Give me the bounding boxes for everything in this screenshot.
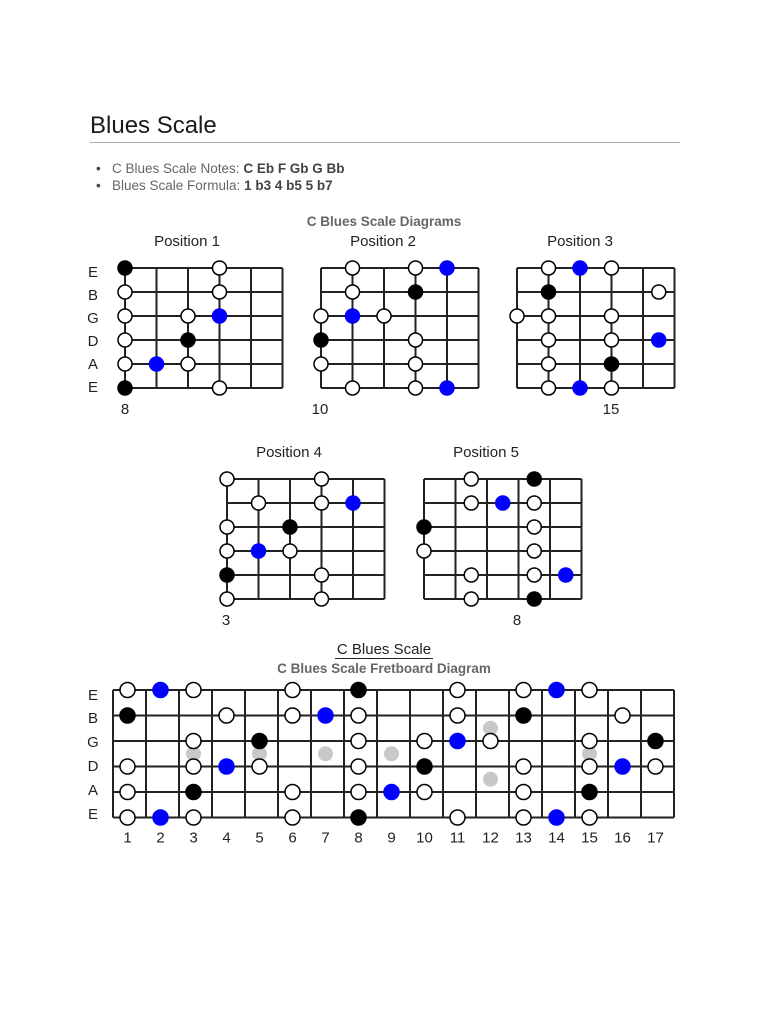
position-1-diagram [108,260,273,410]
root-note-dot [440,261,454,275]
scale-note-dot [118,357,132,371]
formula-value: 1 b3 4 b5 5 b7 [244,178,333,193]
fretboard-string-label-d: D [87,758,99,775]
root-note-dot [346,309,360,323]
root-note-dot [153,683,168,698]
scale-note-dot [285,708,300,723]
scale-note-dot [351,785,366,800]
scale-note-dot [582,810,597,825]
position-4-diagram [210,471,375,621]
list-item-notes [112,160,345,177]
scale-note-dot [118,333,132,347]
position-3-diagram [500,260,665,410]
scale-note-dot [120,810,135,825]
scale-note-dot [220,544,234,558]
scale-note-dot [527,496,541,510]
scale-note-dot [213,381,227,395]
position-3-fret-label: 15 [602,401,620,418]
scale-note-dot [417,544,431,558]
scale-note-dot [483,734,498,749]
blue-note-dot [283,520,297,534]
fret-number-label: 14 [548,829,565,847]
position-1-grid [125,268,283,388]
scale-note-dot [516,759,531,774]
scale-note-dot [648,759,663,774]
fret-number-label: 4 [222,829,231,847]
scale-note-dot [464,592,478,606]
scale-note-dot [409,381,423,395]
scale-note-dot [409,261,423,275]
scale-note-dot [516,785,531,800]
scale-note-dot [285,785,300,800]
scale-note-dot [118,309,132,323]
position-1-title: Position 1 [154,233,220,250]
scale-note-dot [346,261,360,275]
scale-note-dot [605,261,619,275]
fret-number-label: 9 [387,829,396,847]
fret-number-label: 13 [515,829,532,847]
fretboard-string-label-g: G [87,734,99,751]
scale-note-dot [346,381,360,395]
scale-note-dot [285,683,300,698]
position-5-diagram [407,471,572,621]
blue-note-dot [516,708,531,723]
blue-note-dot [417,520,431,534]
root-note-dot [549,683,564,698]
scale-note-dot [213,261,227,275]
root-note-dot [219,759,234,774]
string-label-a: A [87,356,98,373]
blue-note-dot [648,734,663,749]
formula-label: Blues Scale Formula: [112,178,245,193]
scale-note-dot [542,333,556,347]
scale-note-dot [527,544,541,558]
scale-info-list [112,160,345,194]
blue-note-dot [314,333,328,347]
scale-note-dot [516,683,531,698]
position-2-title: Position 2 [350,233,416,250]
fretboard-string-label-low-e: E [87,806,98,823]
fretboard-title [0,641,768,658]
scale-note-dot [220,592,234,606]
fret-number-label: 2 [156,829,165,847]
notes-label: C Blues Scale Notes: [112,161,244,176]
scale-note-dot [220,472,234,486]
fret-number-label: 15 [581,829,598,847]
scale-note-dot [582,759,597,774]
fret-number-label: 1 [123,829,132,847]
position-4-title: Position 4 [256,444,322,461]
scale-note-dot [314,309,328,323]
position-2-fret-label: 10 [311,401,329,418]
fret-number-label: 11 [449,829,466,847]
fret-number-label: 10 [416,829,433,847]
root-note-dot [213,309,227,323]
scale-note-dot [283,544,297,558]
fretboard-diagram [110,684,690,854]
scale-note-dot [315,472,329,486]
blue-note-dot [120,708,135,723]
scale-note-dot [527,520,541,534]
blue-note-dot [118,381,132,395]
root-note-dot [450,734,465,749]
fret-number-label: 5 [255,829,264,847]
scale-note-dot [315,592,329,606]
list-item-formula [112,177,345,194]
position-2-diagram [304,260,469,410]
string-label-low-e: E [87,379,98,396]
root-note-dot [652,333,666,347]
scale-note-dot [464,568,478,582]
scale-note-dot [252,496,266,510]
root-note-dot [153,810,168,825]
blue-note-dot [181,333,195,347]
fretboard-caption: C Blues Scale Fretboard Diagram [277,661,491,676]
scale-note-dot [450,708,465,723]
blue-note-dot [220,568,234,582]
root-note-dot [346,496,360,510]
blue-note-dot [527,472,541,486]
string-label-g: G [87,310,99,327]
scale-note-dot [181,357,195,371]
scale-note-dot [315,496,329,510]
string-label-d: D [87,333,99,350]
scale-note-dot [542,357,556,371]
root-note-dot [549,810,564,825]
scale-note-dot [220,520,234,534]
root-note-dot [615,759,630,774]
scale-note-dot [213,285,227,299]
scale-note-dot [450,683,465,698]
root-note-dot [573,381,587,395]
scale-note-dot [510,309,524,323]
scale-note-dot [346,285,360,299]
blue-note-dot [118,261,132,275]
fret-number-label: 3 [189,829,198,847]
root-note-dot [559,568,573,582]
root-note-dot [150,357,164,371]
scale-note-dot [450,810,465,825]
position-3-grid [517,268,675,388]
fret-number-label: 7 [321,829,330,847]
scale-note-dot [464,472,478,486]
scale-note-dot [417,734,432,749]
scale-note-dot [605,333,619,347]
page-title: Blues Scale [90,112,680,143]
scale-note-dot [252,759,267,774]
fret-number-label: 8 [354,829,363,847]
fret-marker-dot [318,746,333,761]
scale-note-dot [120,785,135,800]
string-label-b: B [87,287,98,304]
scale-note-dot [351,708,366,723]
scale-note-dot [582,683,597,698]
scale-note-dot [186,683,201,698]
position-4-grid [227,479,385,599]
scale-note-dot [186,810,201,825]
fret-number-label: 6 [288,829,297,847]
scale-note-dot [652,285,666,299]
scale-note-dot [118,285,132,299]
root-note-dot [496,496,510,510]
fretboard-string-label-a: A [87,782,98,799]
scale-note-dot [582,734,597,749]
fretboard-string-label-high-e: E [87,687,98,704]
scale-note-dot [542,261,556,275]
scale-note-dot [542,309,556,323]
root-note-dot [573,261,587,275]
position-5-title: Position 5 [453,444,519,461]
scale-note-dot [285,810,300,825]
scale-note-dot [186,759,201,774]
scale-note-dot [219,708,234,723]
root-note-dot [440,381,454,395]
fret-number-label: 12 [482,829,499,847]
position-2-grid [321,268,479,388]
root-note-dot [252,544,266,558]
scale-note-dot [120,759,135,774]
blue-note-dot [417,759,432,774]
scale-note-dot [315,568,329,582]
scale-note-dot [527,568,541,582]
scale-note-dot [314,357,328,371]
string-label-high-e: E [87,264,98,281]
position-1-fret-label: 8 [120,401,130,418]
blue-note-dot [527,592,541,606]
scale-note-dot [605,309,619,323]
fret-marker-dot [384,746,399,761]
scale-note-dot [605,381,619,395]
blue-note-dot [186,785,201,800]
scale-note-dot [409,333,423,347]
scale-note-dot [377,309,391,323]
scale-note-dot [542,381,556,395]
position-4-fret-label: 3 [221,612,231,629]
fretboard-title-text: C Blues Scale [336,641,432,658]
scale-note-dot [120,683,135,698]
scale-note-dot [516,810,531,825]
root-note-dot [318,708,333,723]
position-5-fret-label: 8 [512,612,522,629]
fret-marker-dot [483,772,498,787]
fretboard-string-label-b: B [87,710,98,727]
blue-note-dot [409,285,423,299]
scale-note-dot [351,734,366,749]
scale-note-dot [409,357,423,371]
blue-note-dot [542,285,556,299]
scale-note-dot [464,496,478,510]
blue-note-dot [252,734,267,749]
blue-note-dot [351,810,366,825]
position-3-title: Position 3 [547,233,613,250]
notes-value: C Eb F Gb G Bb [243,161,345,176]
blue-note-dot [605,357,619,371]
scale-note-dot [615,708,630,723]
diagrams-caption: C Blues Scale Diagrams [306,214,462,229]
blue-note-dot [582,785,597,800]
root-note-dot [384,785,399,800]
scale-note-dot [181,309,195,323]
fret-number-label: 16 [614,829,631,847]
blue-note-dot [351,683,366,698]
scale-note-dot [417,785,432,800]
scale-note-dot [351,759,366,774]
fret-number-label: 17 [647,829,664,847]
scale-note-dot [186,734,201,749]
